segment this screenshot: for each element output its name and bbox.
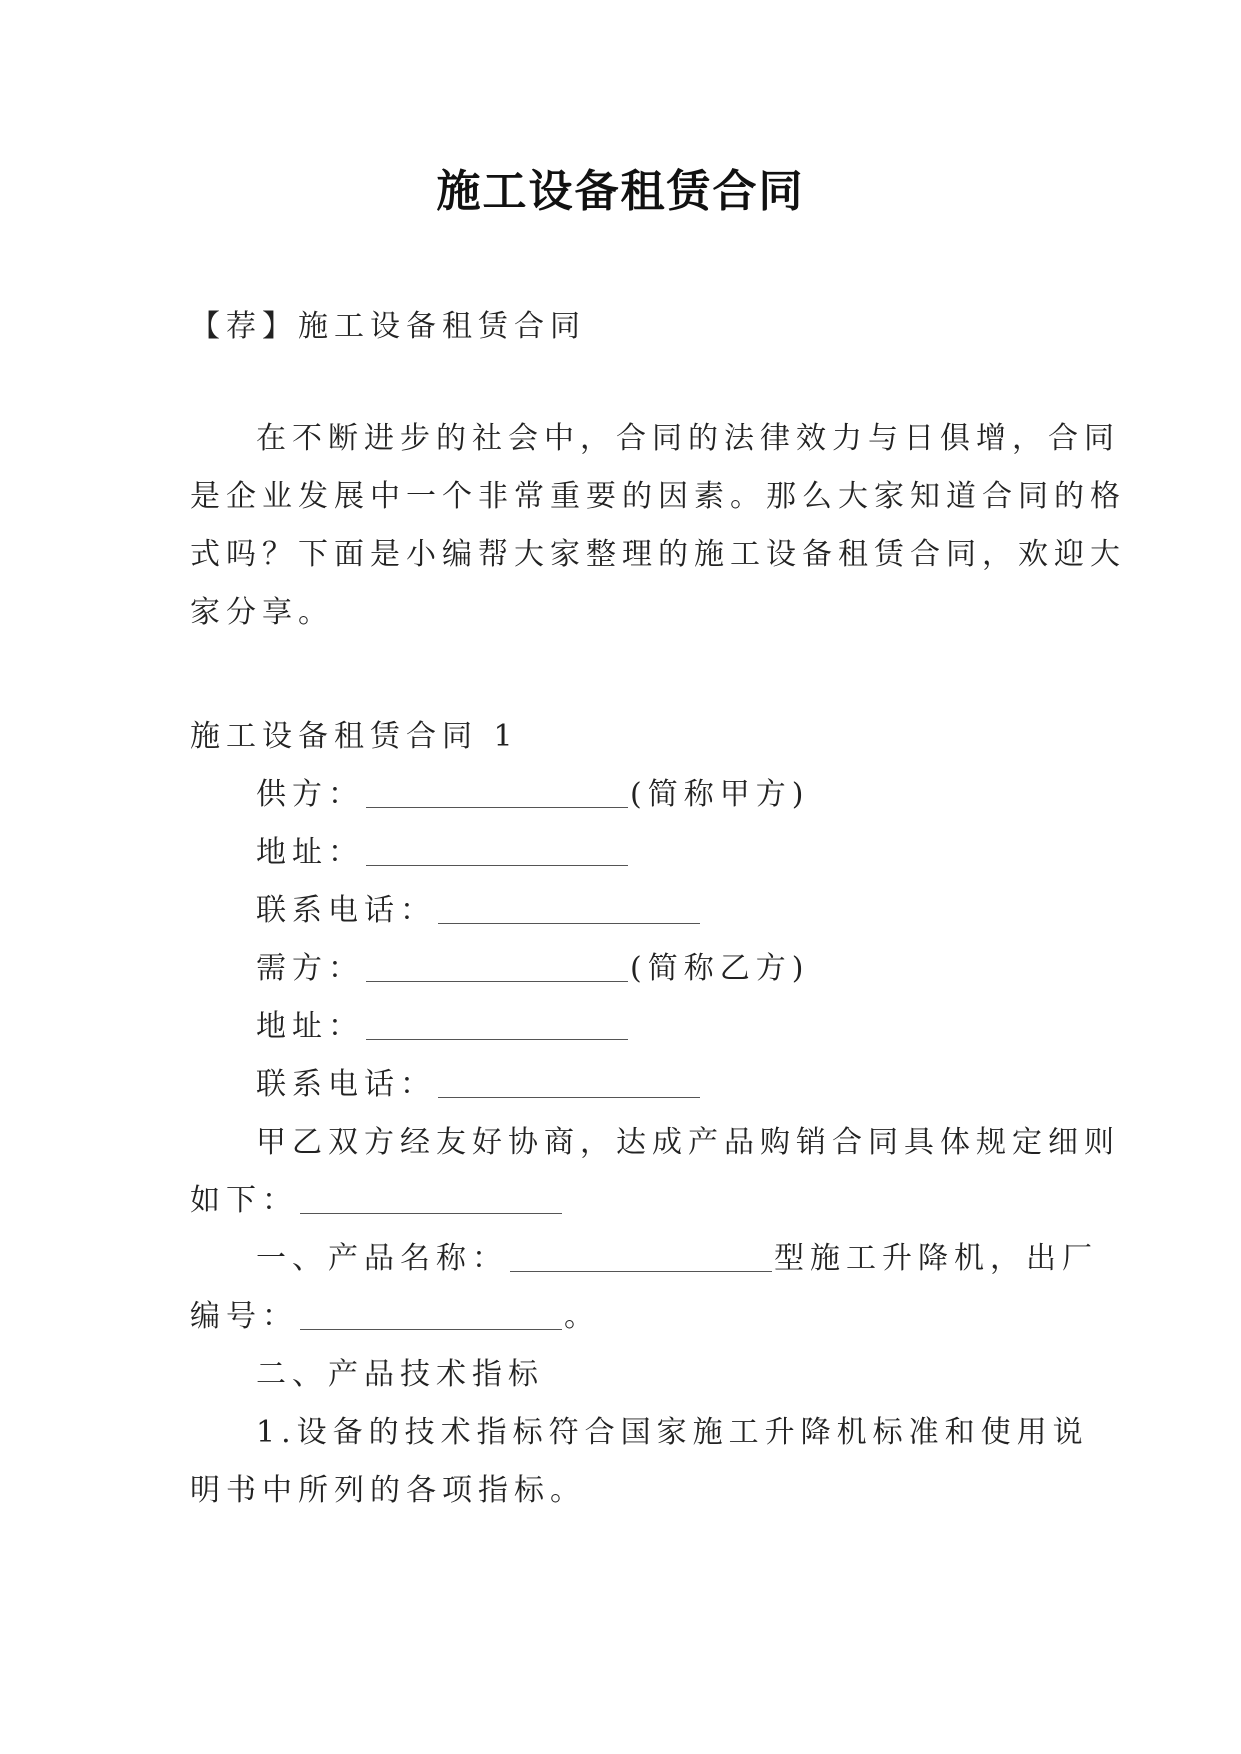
address-label: 地址： [256, 835, 364, 870]
address-blank [366, 835, 628, 866]
intro-paragraph-line: 是企业发展中一个非常重要的因素。那么大家知道合同的格 [190, 479, 1126, 514]
phone-blank [438, 1067, 700, 1098]
agreement-line-2 [190, 1172, 1060, 1230]
agreement-blank [300, 1183, 562, 1214]
intro-paragraph-line: 式吗？下面是小编帮大家整理的施工设备租赁合同，欢迎大 [190, 537, 1126, 572]
supplier-label: 供方： [256, 777, 364, 812]
contract-heading: 施工设备租赁合同 1 [190, 719, 519, 754]
intro-paragraph-line: 在不断进步的社会中，合同的法律效力与日俱增，合同 [256, 421, 1120, 456]
buyer-label: 需方： [256, 951, 364, 986]
serial-blank [300, 1299, 562, 1330]
phone-blank [438, 893, 700, 924]
product-name-prefix: 一、产品名称： [256, 1241, 508, 1276]
serial-suffix: 。 [564, 1299, 600, 1334]
product-name-suffix: 型施工升降机，出厂 [774, 1241, 1098, 1276]
address-blank [366, 1009, 628, 1040]
address-label: 地址： [256, 1009, 364, 1044]
phone-label: 联系电话： [256, 893, 436, 928]
intro-paragraph-line: 家分享。 [190, 595, 334, 630]
buyer-field [256, 940, 1126, 998]
buyer-phone-field [256, 1056, 1126, 1114]
tech-item-line: 明书中所列的各项指标。 [190, 1473, 586, 1508]
agreement-prefix: 如下： [190, 1183, 298, 1218]
product-name-line [256, 1230, 1126, 1288]
tech-heading: 二、产品技术指标 [256, 1357, 544, 1392]
buyer-suffix: (简称乙方) [630, 951, 810, 986]
supplier-field [256, 766, 1126, 824]
buyer-address-field [256, 998, 1126, 1056]
document-title: 施工设备租赁合同 [436, 166, 805, 217]
phone-label: 联系电话： [256, 1067, 436, 1102]
tech-item-line: 1.设备的技术指标符合国家施工升降机标准和使用说 [256, 1415, 1089, 1450]
product-name-blank [510, 1241, 772, 1272]
serial-number-line [190, 1288, 1060, 1346]
buyer-blank [366, 951, 628, 982]
serial-prefix: 编号： [190, 1299, 298, 1334]
recommend-line: 【荐】施工设备租赁合同 [190, 309, 586, 344]
supplier-address-field [256, 824, 1126, 882]
supplier-phone-field [256, 882, 1126, 940]
supplier-blank [366, 777, 628, 808]
supplier-suffix: (简称甲方) [630, 777, 810, 812]
agreement-line: 甲乙双方经友好协商，达成产品购销合同具体规定细则 [256, 1125, 1120, 1160]
